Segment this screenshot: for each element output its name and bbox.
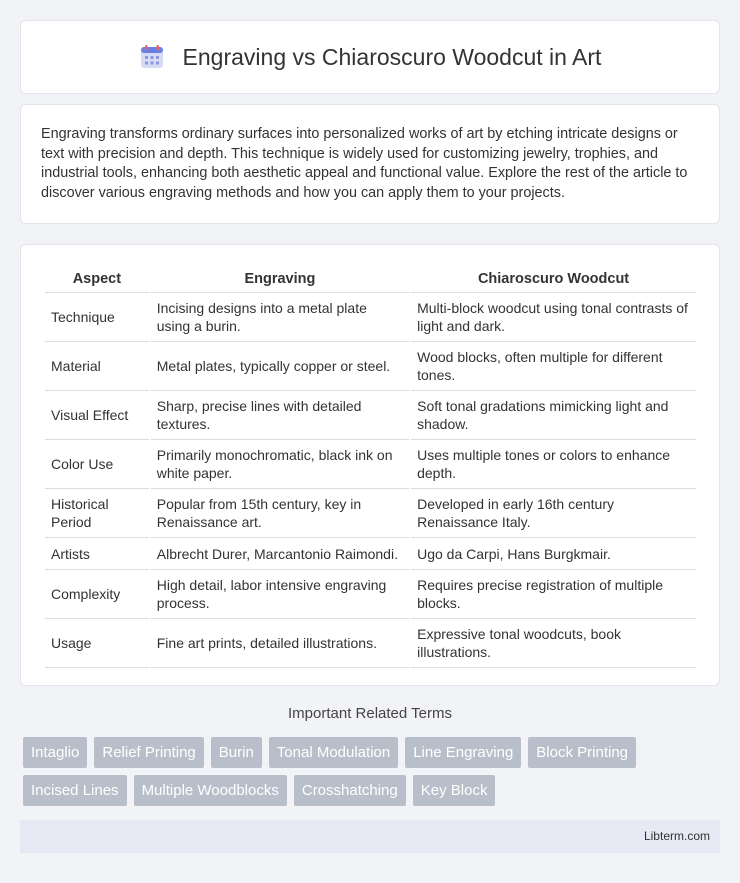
related-term-tag[interactable]: Tonal Modulation xyxy=(269,737,398,768)
intro-text: Engraving transforms ordinary surfaces into personalized works of art by etching intricate designs or text with precision and depth. This technique is widely used for customizing jewelry, trophies, and industrial tools, enhancing both aesthetic appeal and functional value. Explore the rest of the article to discover various engraving methods and how you can apply them to your projects. xyxy=(41,126,688,201)
table-cell: Wood blocks, often multiple for different tones. xyxy=(411,342,696,391)
table-cell: Popular from 15th century, key in Renaissance art. xyxy=(151,489,409,538)
page-title: Engraving vs Chiaroscuro Woodcut in Art xyxy=(182,43,602,70)
intro-card xyxy=(20,104,720,224)
table-row xyxy=(45,570,696,619)
table-cell: Primarily monochromatic, black ink on white paper. xyxy=(151,440,409,489)
table-cell: High detail, labor intensive engraving process. xyxy=(151,570,409,619)
related-term-tag[interactable]: Burin xyxy=(211,737,262,768)
table-cell: Ugo da Carpi, Hans Burgkmair. xyxy=(411,538,696,570)
table-cell: Albrecht Durer, Marcantonio Raimondi. xyxy=(151,538,409,570)
table-cell: Soft tonal gradations mimicking light and shadow. xyxy=(411,391,696,440)
related-term-tag[interactable]: Block Printing xyxy=(528,737,636,768)
table-cell: Uses multiple tones or colors to enhance depth. xyxy=(411,440,696,489)
related-term-tag[interactable]: Line Engraving xyxy=(405,737,521,768)
header xyxy=(20,20,720,94)
footer-link[interactable]: Libterm.com xyxy=(643,829,710,843)
table-row xyxy=(45,440,696,489)
table-cell: Metal plates, typically copper or steel. xyxy=(151,342,409,391)
footer xyxy=(20,820,720,853)
table-cell: Expressive tonal woodcuts, book illustrations. xyxy=(411,619,696,668)
table-cell: Sharp, precise lines with detailed textures. xyxy=(151,391,409,440)
table-cell: Artists xyxy=(45,538,149,570)
comparison-table xyxy=(43,265,698,668)
table-cell: Technique xyxy=(45,293,149,342)
table-cell: Fine art prints, detailed illustrations. xyxy=(151,619,409,668)
table-cell: Visual Effect xyxy=(45,391,149,440)
comparison-card xyxy=(20,244,720,686)
related-terms-title: Important Related Terms xyxy=(288,705,452,722)
table-row xyxy=(45,342,696,391)
table-row xyxy=(45,391,696,440)
table-cell: Developed in early 16th century Renaissance Italy. xyxy=(411,489,696,538)
column-header: Engraving xyxy=(151,265,409,293)
table-cell: Requires precise registration of multiple blocks. xyxy=(411,570,696,619)
table-row xyxy=(45,619,696,668)
related-terms-list xyxy=(23,737,723,806)
column-header: Chiaroscuro Woodcut xyxy=(411,265,696,293)
calendar-icon xyxy=(139,44,165,70)
table-row xyxy=(45,293,696,342)
table-cell: Material xyxy=(45,342,149,391)
related-term-tag[interactable]: Incised Lines xyxy=(23,775,127,806)
related-term-tag[interactable]: Multiple Woodblocks xyxy=(134,775,287,806)
related-term-tag[interactable]: Key Block xyxy=(413,775,496,806)
table-cell: Historical Period xyxy=(45,489,149,538)
table-cell: Incising designs into a metal plate using a burin. xyxy=(151,293,409,342)
table-cell: Color Use xyxy=(45,440,149,489)
related-term-tag[interactable]: Crosshatching xyxy=(294,775,406,806)
column-header: Aspect xyxy=(45,265,149,293)
related-term-tag[interactable]: Intaglio xyxy=(23,737,87,768)
table-cell: Multi-block woodcut using tonal contrasts of light and dark. xyxy=(411,293,696,342)
related-term-tag[interactable]: Relief Printing xyxy=(94,737,203,768)
table-row xyxy=(45,538,696,570)
table-row xyxy=(45,489,696,538)
table-cell: Complexity xyxy=(45,570,149,619)
table-cell: Usage xyxy=(45,619,149,668)
